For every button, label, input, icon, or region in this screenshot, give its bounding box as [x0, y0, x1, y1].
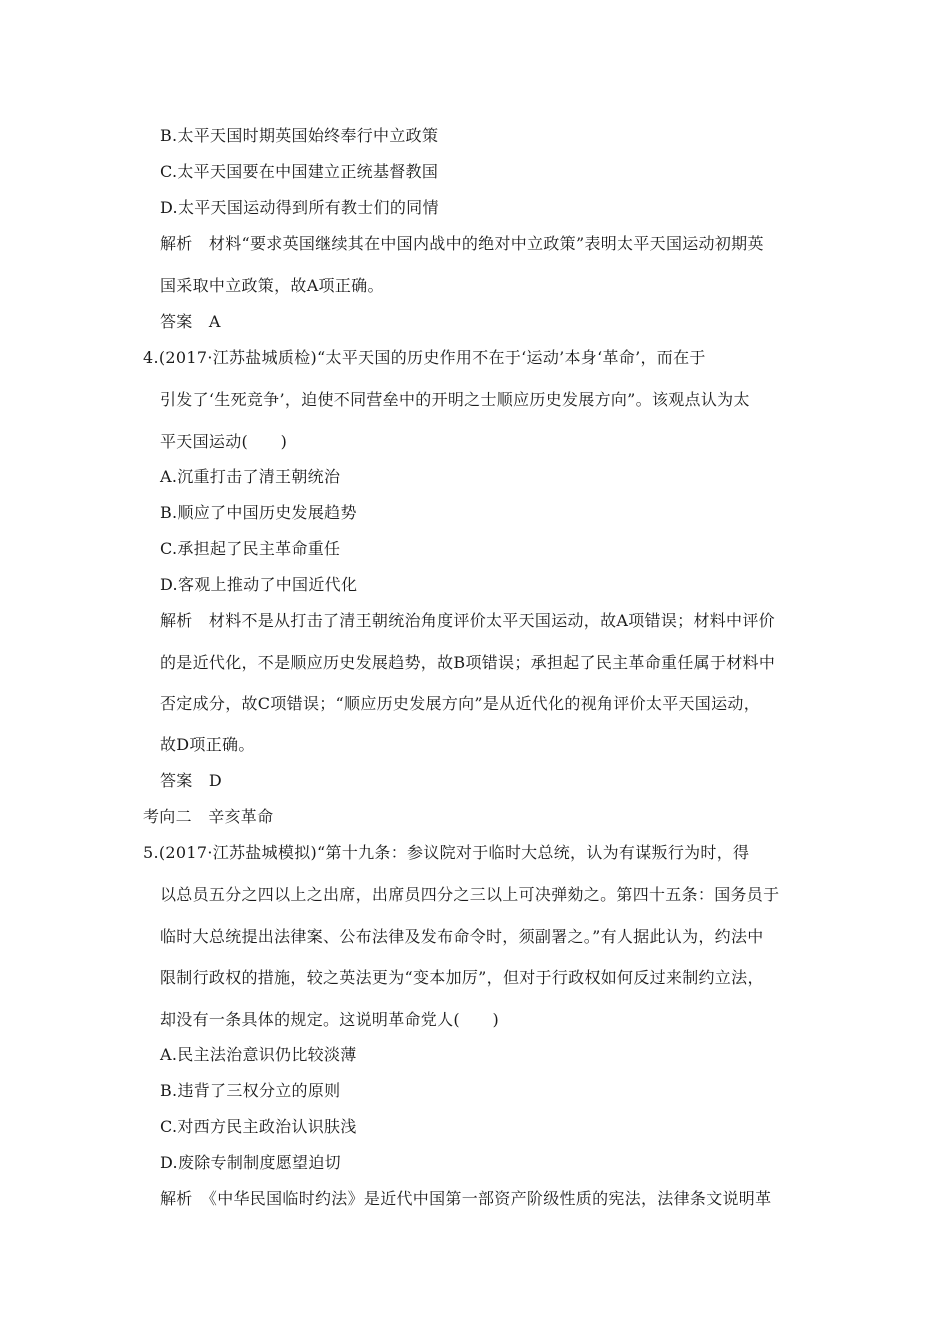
- analysis-text: 故D项正确。: [160, 735, 255, 754]
- option-b: B.太平天国时期英国始终奉行中立政策: [160, 126, 439, 145]
- option-c: C.对西方民主政治认识肤浅: [160, 1117, 357, 1136]
- section-heading: 考向二 辛亥革命: [143, 807, 274, 826]
- option-b: B.顺应了中国历史发展趋势: [160, 503, 357, 522]
- analysis-text: 解析 材料“要求英国继续其在中国内战中的绝对中立政策”表明太平天国运动初期英: [160, 234, 764, 253]
- option-d: D.废除专制制度愿望迫切: [160, 1153, 341, 1172]
- question-5-text: 以总员五分之四以上之出席，出席员四分之三以上可决弹劾之。第四十五条：国务员于: [160, 885, 780, 904]
- option-a: A.民主法治意识仍比较淡薄: [160, 1045, 357, 1064]
- question-4-text: 平天国运动( ): [160, 432, 288, 451]
- answer: 答案 D: [160, 771, 223, 790]
- question-5-text: 临时大总统提出法律案、公布法律及发布命令时，须副署之。”有人据此认为，约法中: [160, 927, 764, 946]
- option-a: A.沉重打击了清王朝统治: [160, 467, 341, 486]
- answer: 答案 A: [160, 312, 221, 331]
- analysis-text: 的是近代化，不是顺应历史发展趋势，故B项错误；承担起了民主革命重任属于材料中: [160, 653, 776, 672]
- analysis-text: 解析 材料不是从打击了清王朝统治角度评价太平天国运动，故A项错误；材料中评价: [160, 611, 775, 630]
- question-5-text: 却没有一条具体的规定。这说明革命党人( ): [160, 1010, 500, 1029]
- option-d: D.太平天国运动得到所有教士们的同情: [160, 198, 439, 217]
- option-b: B.违背了三权分立的原则: [160, 1081, 341, 1100]
- analysis-text: 解析 《中华民国临时约法》是近代中国第一部资产阶级性质的宪法，法律条文说明革: [160, 1189, 772, 1208]
- option-c: C.太平天国要在中国建立正统基督教国: [160, 162, 439, 181]
- question-4: 4.(2017·江苏盐城质检)“太平天国的历史作用不在于‘运动’本身‘革命’，而在于: [143, 348, 706, 367]
- question-5-text: 限制行政权的措施，较之英法更为“变本加厉”，但对于行政权如何反过来制约立法，: [160, 968, 764, 987]
- analysis-text: 国采取中立政策，故A项正确。: [160, 276, 384, 295]
- analysis-text: 否定成分，故C项错误；“顺应历史发展方向”是从近代化的视角评价太平天国运动，: [160, 694, 761, 713]
- option-d: D.客观上推动了中国近代化: [160, 575, 358, 594]
- question-5: 5.(2017·江苏盐城模拟)“第十九条：参议院对于临时大总统，认为有谋叛行为时，得: [143, 843, 750, 862]
- option-c: C.承担起了民主革命重任: [160, 539, 341, 558]
- question-4-text: 引发了‘生死竞争’，迫使不同营垒中的开明之士顺应历史发展方向”。该观点认为太: [160, 390, 750, 409]
